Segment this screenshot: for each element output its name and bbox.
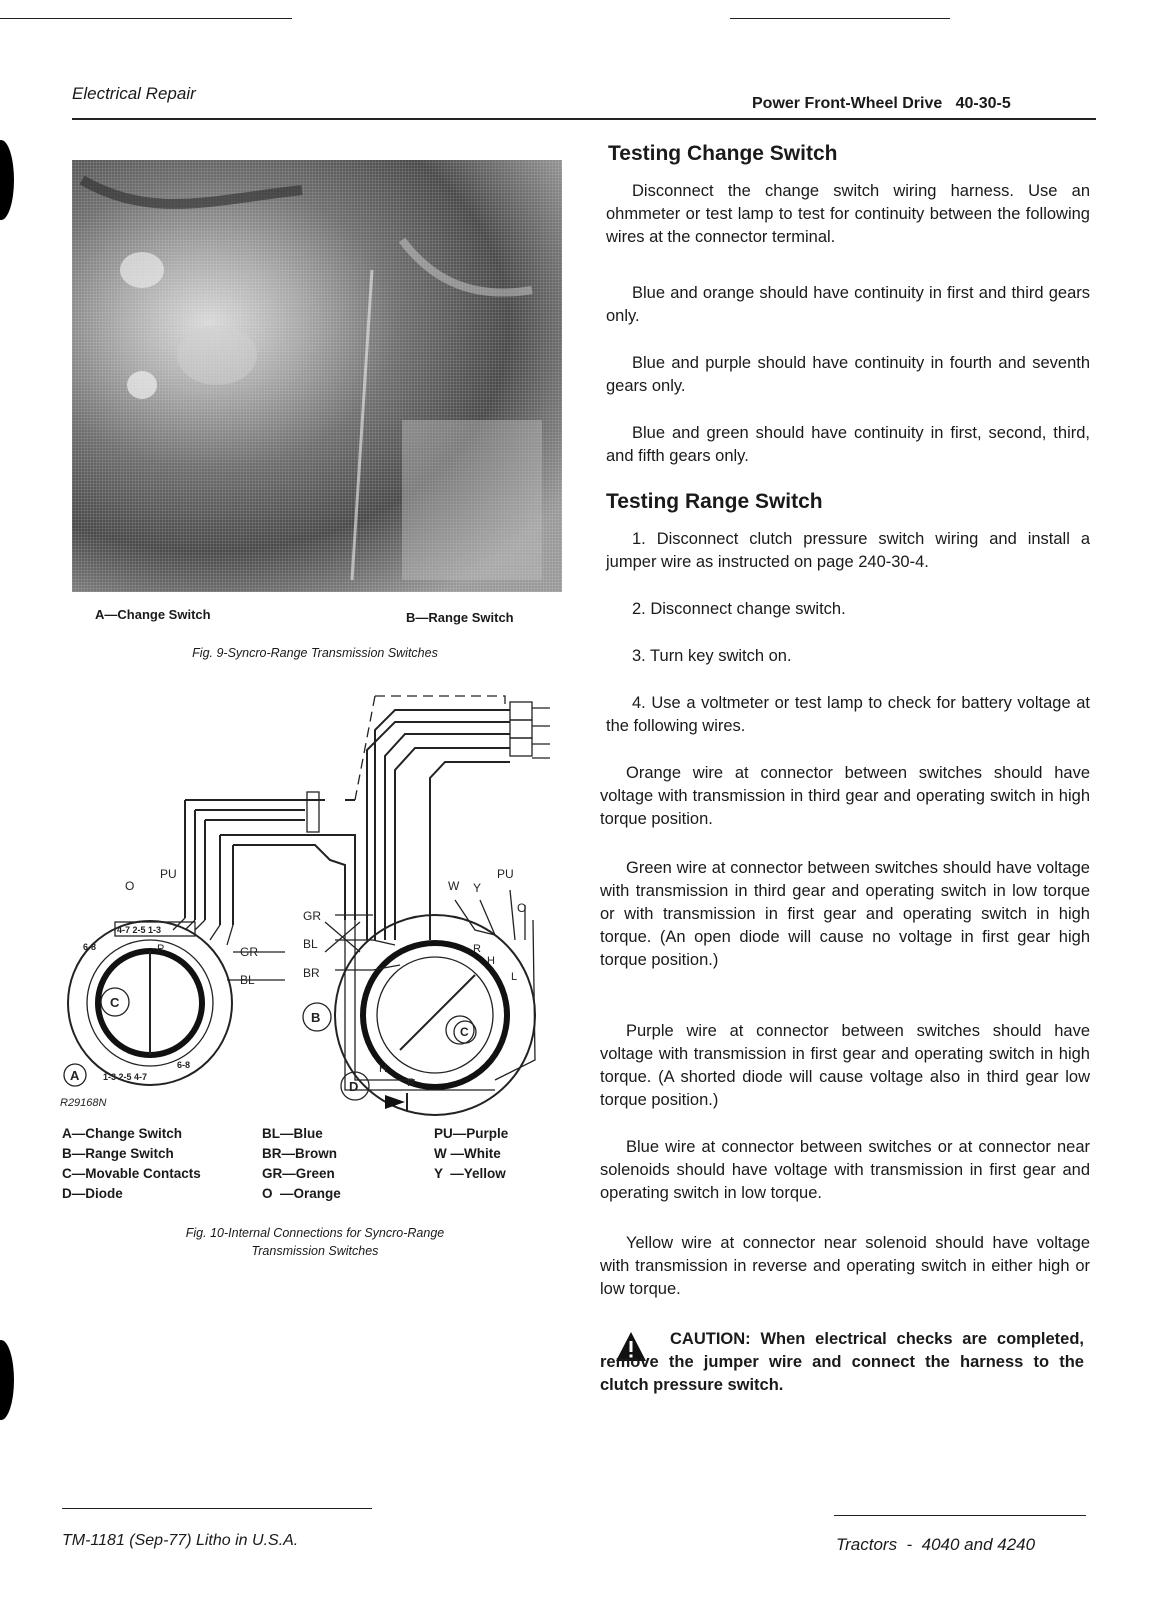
legend-b: B—Range Switch (62, 1146, 174, 1161)
figure9-photo-shapes (72, 160, 562, 592)
label-gr-mid: GR (303, 909, 321, 923)
label-d: D (349, 1079, 359, 1094)
label-bl-left: BL (240, 973, 255, 987)
label-c-right: C (460, 1025, 469, 1039)
label-b: B (311, 1010, 321, 1025)
connector-top-2 (510, 720, 532, 738)
legend-c: C—Movable Contacts (62, 1166, 201, 1181)
label-r: R (473, 943, 481, 955)
legend-row (62, 1164, 542, 1184)
legend-w: W —White (434, 1146, 501, 1161)
label-y: Y (473, 881, 482, 895)
paragraph-green-wire: Green wire at connector between switches should have voltage with transmission in third gear and operating switch in low torque or with transmission in first gear and operating switch in high torque. (An open diode will cause no voltage in first gear high torque position.) (600, 859, 1090, 969)
header-section-title: Electrical Repair (72, 84, 196, 103)
paragraph-blue-wire: Blue wire at connector between switches or at connector near solenoids should have voltage with transmission in first gear and operating switch in low torque. (600, 1138, 1090, 1202)
paragraph-blue-orange: Blue and orange should have continuity in first and third gears only. (606, 284, 1090, 325)
legend-d: D—Diode (62, 1186, 123, 1201)
paragraph-change-switch-intro: Disconnect the change switch wiring harness. Use an ohmmeter or test lamp to test for continuity between the following wires at the connector terminal. (606, 182, 1090, 246)
figure9-label-a: A—Change Switch (95, 607, 211, 622)
figure10-legend (62, 1124, 542, 1204)
legend-bl: BL—Blue (262, 1126, 323, 1141)
binding-mark-bottom (0, 1340, 14, 1420)
legend-row (62, 1124, 542, 1144)
label-w: W (448, 879, 460, 893)
label-bottom-tick-right: 6-8 (177, 1060, 191, 1070)
figure9-caption: Fig. 9-Syncro-Range Transmission Switches (192, 646, 438, 660)
label-o-right: O (517, 901, 527, 915)
label-pu-right: PU (497, 867, 514, 881)
caution-text: CAUTION: When electrical checks are completed, remove the jumper wire and connect the harness to the clutch pressure switch. (600, 1330, 1084, 1394)
label-a: A (70, 1068, 80, 1083)
label-h: H (487, 955, 495, 967)
paragraph-orange-wire: Orange wire at connector between switches should have voltage with transmission in third gear and operating switch in high torque position. (600, 764, 1090, 828)
step-3: 3. Turn key switch on. (632, 647, 792, 665)
connector-top-3 (510, 738, 532, 756)
footer-rule-left (62, 1508, 372, 1509)
label-c-left: C (110, 995, 120, 1010)
legend-gr: GR—Green (262, 1166, 335, 1181)
legend-row (62, 1184, 542, 1204)
label-gr-left: GR (240, 945, 258, 959)
label-pu-left: PU (160, 867, 177, 881)
step-2: 2. Disconnect change switch. (632, 600, 846, 618)
paragraph-blue-green: Blue and green should have continuity in first, second, third, and fifth gears only. (606, 424, 1090, 465)
label-h2: H (379, 1063, 387, 1075)
top-rule-left (0, 18, 292, 19)
legend-br: BR—Brown (262, 1146, 337, 1161)
label-top-ticks: 4-7 2-5 1-3 (117, 925, 162, 935)
label-br-mid: BR (303, 966, 320, 980)
figure-code: R29168N (60, 1097, 107, 1109)
figure10-caption-line2: Transmission Switches (251, 1244, 379, 1258)
heading-testing-range-switch: Testing Range Switch (606, 490, 823, 513)
label-r2: R (407, 1077, 415, 1089)
footer-models: Tractors - 4040 and 4240 (836, 1535, 1036, 1554)
label-bl-mid: BL (303, 937, 318, 951)
footer-rule-right (834, 1515, 1086, 1516)
legend-row (62, 1144, 542, 1164)
step-4: 4. Use a voltmeter or test lamp to check for battery voltage at the following wires. (606, 694, 1090, 735)
legend-pu: PU—Purple (434, 1126, 509, 1141)
legend-a: A—Change Switch (62, 1126, 183, 1141)
label-side-tick: 6-8 (83, 942, 97, 952)
step-1: 1. Disconnect clutch pressure switch wiring and install a jumper wire as instructed on page 240-30-4. (606, 530, 1090, 571)
label-o-left: O (125, 879, 135, 893)
binding-mark-top (0, 140, 14, 220)
connector-mid (307, 792, 319, 832)
paragraph-purple-wire: Purple wire at connector between switches should have voltage with transmission in first gear and operating switch in high torque. (A shorted diode will cause voltage also in third gear low torque position.) (600, 1022, 1090, 1109)
label-l: L (511, 971, 518, 983)
legend-y: Y —Yellow (434, 1166, 506, 1181)
figure9-photo (72, 160, 562, 592)
label-p: P (157, 943, 165, 955)
header-page-title: Power Front-Wheel Drive 40-30-5 (752, 95, 1011, 112)
heading-testing-change-switch: Testing Change Switch (608, 142, 838, 165)
figure10-diagram (55, 690, 555, 1120)
figure10-caption-line1: Fig. 10-Internal Connections for Syncro-Range (185, 1226, 445, 1240)
label-bottom-ticks: 1-3 2-5 4-7 (103, 1072, 148, 1082)
paragraph-blue-purple: Blue and purple should have continuity in fourth and seventh gears only. (606, 354, 1090, 395)
legend-o: O —Orange (262, 1186, 341, 1201)
top-rule-right (730, 18, 950, 19)
connector-top-1 (510, 702, 532, 720)
footer-publication: TM-1181 (Sep-77) Litho in U.S.A. (62, 1532, 299, 1549)
paragraph-yellow-wire: Yellow wire at connector near solenoid should have voltage with transmission in reverse and operating switch in either high or low torque. (600, 1234, 1090, 1298)
header-rule (72, 118, 1096, 120)
figure9-label-b: B—Range Switch (406, 610, 514, 625)
